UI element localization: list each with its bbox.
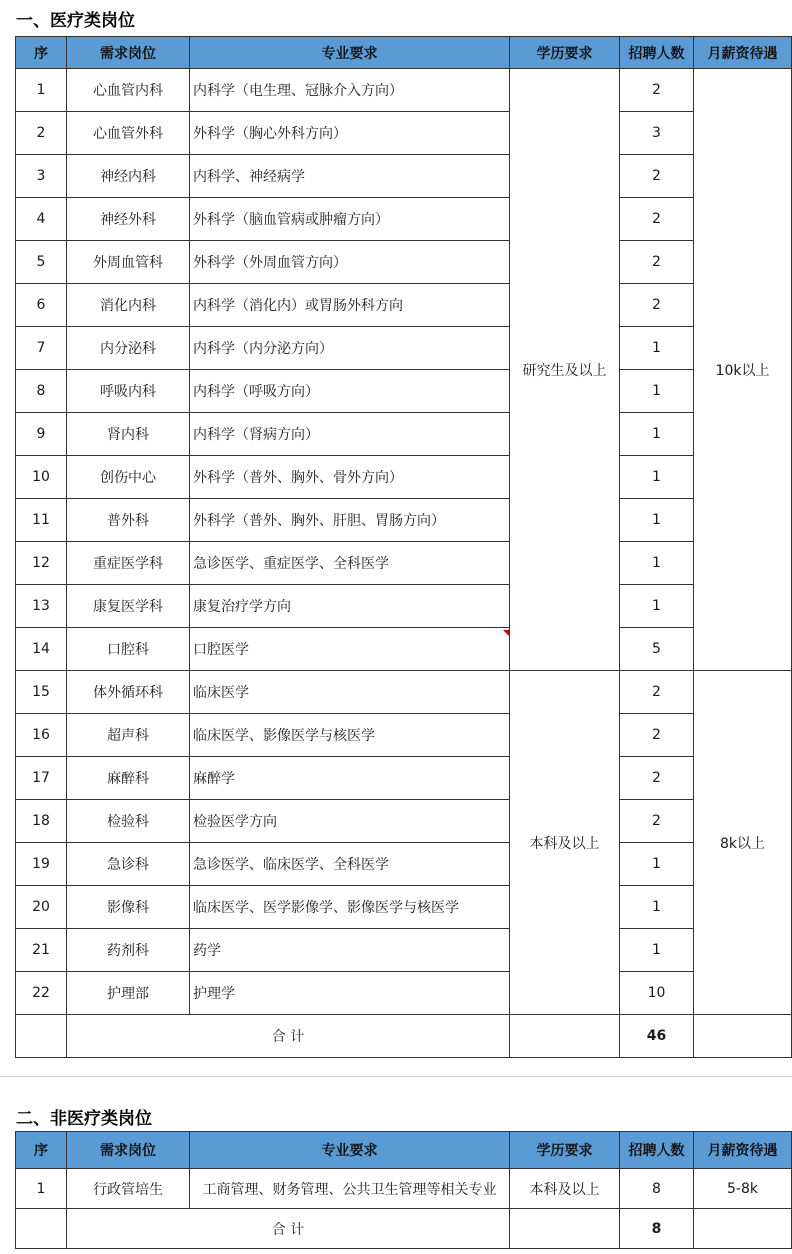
row-number: 15 — [16, 671, 67, 714]
table-row — [16, 1169, 792, 1209]
table-row — [16, 886, 792, 929]
post-name: 康复医学科 — [67, 585, 190, 628]
total-value: 8 — [620, 1209, 694, 1249]
major-requirement: 临床医学、医学影像学、影像医学与核医学 — [190, 886, 510, 929]
major-requirement: 外科学（胸心外科方向） — [190, 112, 510, 155]
section-divider — [0, 1076, 792, 1077]
header-count: 招聘人数 — [620, 1132, 694, 1169]
table-row — [16, 370, 792, 413]
major-requirement: 麻醉学 — [190, 757, 510, 800]
header-salary: 月薪资待遇 — [694, 37, 792, 69]
hire-count: 1 — [620, 456, 694, 499]
table-row — [16, 155, 792, 198]
post-name: 呼吸内科 — [67, 370, 190, 413]
post-name: 影像科 — [67, 886, 190, 929]
medical-positions-table — [15, 36, 792, 1058]
hire-count: 2 — [620, 69, 694, 112]
hire-count: 1 — [620, 413, 694, 456]
row-number: 12 — [16, 542, 67, 585]
major-requirement: 外科学（普外、胸外、骨外方向） — [190, 456, 510, 499]
major-requirement: 内科学（电生理、冠脉介入方向） — [190, 69, 510, 112]
row-number: 4 — [16, 198, 67, 241]
hire-count: 5 — [620, 628, 694, 671]
table-row — [16, 671, 792, 714]
post-name: 麻醉科 — [67, 757, 190, 800]
major-requirement: 内科学（肾病方向） — [190, 413, 510, 456]
major-requirement: 急诊医学、临床医学、全科医学 — [190, 843, 510, 886]
hire-count: 1 — [620, 370, 694, 413]
post-name: 消化内科 — [67, 284, 190, 327]
total-row — [16, 1209, 792, 1249]
post-name: 检验科 — [67, 800, 190, 843]
section-1-title: 一、医疗类岗位 — [16, 11, 135, 31]
salary: 8k以上 — [694, 671, 792, 1015]
hire-count: 2 — [620, 241, 694, 284]
post-name: 行政管培生 — [67, 1169, 190, 1209]
major-requirement: 内科学（内分泌方向） — [190, 327, 510, 370]
total-label: 合 计 — [67, 1209, 510, 1249]
post-name: 普外科 — [67, 499, 190, 542]
table-row — [16, 929, 792, 972]
hire-count: 3 — [620, 112, 694, 155]
table-row — [16, 198, 792, 241]
row-number: 7 — [16, 327, 67, 370]
header-major: 专业要求 — [190, 1132, 510, 1169]
hire-count: 1 — [620, 886, 694, 929]
major-requirement: 康复治疗学方向 — [190, 585, 510, 628]
post-name: 神经内科 — [67, 155, 190, 198]
table-row — [16, 499, 792, 542]
hire-count: 1 — [620, 585, 694, 628]
row-number: 9 — [16, 413, 67, 456]
hire-count: 1 — [620, 327, 694, 370]
row-number: 16 — [16, 714, 67, 757]
education-requirement: 本科及以上 — [510, 671, 620, 1015]
post-name: 神经外科 — [67, 198, 190, 241]
major-requirement: 药学 — [190, 929, 510, 972]
row-number: 1 — [16, 1169, 67, 1209]
empty-cell — [16, 1209, 67, 1249]
table-row — [16, 241, 792, 284]
post-name: 药剂科 — [67, 929, 190, 972]
major-requirement: 临床医学 — [190, 671, 510, 714]
table-row — [16, 112, 792, 155]
hire-count: 1 — [620, 499, 694, 542]
major-requirement: 口腔医学 — [190, 628, 510, 671]
non-medical-positions-table — [15, 1131, 792, 1249]
table-row — [16, 69, 792, 112]
major-requirement: 外科学（普外、胸外、肝胆、胃肠方向） — [190, 499, 510, 542]
row-number: 6 — [16, 284, 67, 327]
major-requirement: 内科学（呼吸方向） — [190, 370, 510, 413]
header-count: 招聘人数 — [620, 37, 694, 69]
header-post: 需求岗位 — [67, 1132, 190, 1169]
row-number: 8 — [16, 370, 67, 413]
row-number: 22 — [16, 972, 67, 1015]
major-requirement: 急诊医学、重症医学、全科医学 — [190, 542, 510, 585]
row-number: 1 — [16, 69, 67, 112]
post-name: 重症医学科 — [67, 542, 190, 585]
row-number: 2 — [16, 112, 67, 155]
hire-count: 2 — [620, 155, 694, 198]
table-row — [16, 972, 792, 1015]
table-row — [16, 413, 792, 456]
total-value: 46 — [620, 1015, 694, 1058]
empty-cell — [16, 1015, 67, 1058]
post-name: 超声科 — [67, 714, 190, 757]
total-row — [16, 1015, 792, 1058]
major-requirement: 外科学（外周血管方向） — [190, 241, 510, 284]
hire-count: 2 — [620, 800, 694, 843]
empty-cell — [510, 1209, 620, 1249]
empty-cell — [694, 1015, 792, 1058]
hire-count: 2 — [620, 714, 694, 757]
post-name: 外周血管科 — [67, 241, 190, 284]
section-2-title: 二、非医疗类岗位 — [16, 1109, 152, 1129]
row-number: 18 — [16, 800, 67, 843]
hire-count: 2 — [620, 757, 694, 800]
major-requirement: 检验医学方向 — [190, 800, 510, 843]
education-requirement: 研究生及以上 — [510, 69, 620, 671]
table-header-row — [16, 1132, 792, 1169]
table-row — [16, 714, 792, 757]
table-header-row — [16, 37, 792, 69]
post-name: 心血管内科 — [67, 69, 190, 112]
table-row — [16, 327, 792, 370]
row-number: 5 — [16, 241, 67, 284]
hire-count: 2 — [620, 671, 694, 714]
row-number: 19 — [16, 843, 67, 886]
row-number: 17 — [16, 757, 67, 800]
row-number: 21 — [16, 929, 67, 972]
major-requirement: 工商管理、财务管理、公共卫生管理等相关专业 — [190, 1169, 510, 1209]
total-label: 合 计 — [67, 1015, 510, 1058]
empty-cell — [694, 1209, 792, 1249]
hire-count: 8 — [620, 1169, 694, 1209]
table-row — [16, 757, 792, 800]
table-row — [16, 542, 792, 585]
education-requirement: 本科及以上 — [510, 1169, 620, 1209]
post-name: 肾内科 — [67, 413, 190, 456]
table-row — [16, 585, 792, 628]
header-education: 学历要求 — [510, 37, 620, 69]
post-name: 心血管外科 — [67, 112, 190, 155]
row-number: 13 — [16, 585, 67, 628]
header-post: 需求岗位 — [67, 37, 190, 69]
table-row — [16, 284, 792, 327]
post-name: 护理部 — [67, 972, 190, 1015]
row-number: 10 — [16, 456, 67, 499]
hire-count: 1 — [620, 929, 694, 972]
post-name: 口腔科 — [67, 628, 190, 671]
header-no: 序 — [16, 1132, 67, 1169]
major-requirement: 外科学（脑血管病或肿瘤方向） — [190, 198, 510, 241]
post-name: 体外循环科 — [67, 671, 190, 714]
row-number: 20 — [16, 886, 67, 929]
empty-cell — [510, 1015, 620, 1058]
row-number: 11 — [16, 499, 67, 542]
row-number: 14 — [16, 628, 67, 671]
hire-count: 2 — [620, 198, 694, 241]
post-name: 急诊科 — [67, 843, 190, 886]
comment-marker-icon — [503, 630, 509, 636]
major-requirement: 内科学、神经病学 — [190, 155, 510, 198]
table-row — [16, 800, 792, 843]
row-number: 3 — [16, 155, 67, 198]
header-salary: 月薪资待遇 — [694, 1132, 792, 1169]
major-requirement: 临床医学、影像医学与核医学 — [190, 714, 510, 757]
post-name: 创伤中心 — [67, 456, 190, 499]
salary: 5-8k — [694, 1169, 792, 1209]
hire-count: 1 — [620, 542, 694, 585]
hire-count: 10 — [620, 972, 694, 1015]
hire-count: 2 — [620, 284, 694, 327]
hire-count: 1 — [620, 843, 694, 886]
salary: 10k以上 — [694, 69, 792, 671]
header-no: 序 — [16, 37, 67, 69]
post-name: 内分泌科 — [67, 327, 190, 370]
table-row — [16, 628, 792, 671]
header-major: 专业要求 — [190, 37, 510, 69]
header-education: 学历要求 — [510, 1132, 620, 1169]
table-row — [16, 456, 792, 499]
major-requirement: 内科学（消化内）或胃肠外科方向 — [190, 284, 510, 327]
table-row — [16, 843, 792, 886]
major-requirement: 护理学 — [190, 972, 510, 1015]
